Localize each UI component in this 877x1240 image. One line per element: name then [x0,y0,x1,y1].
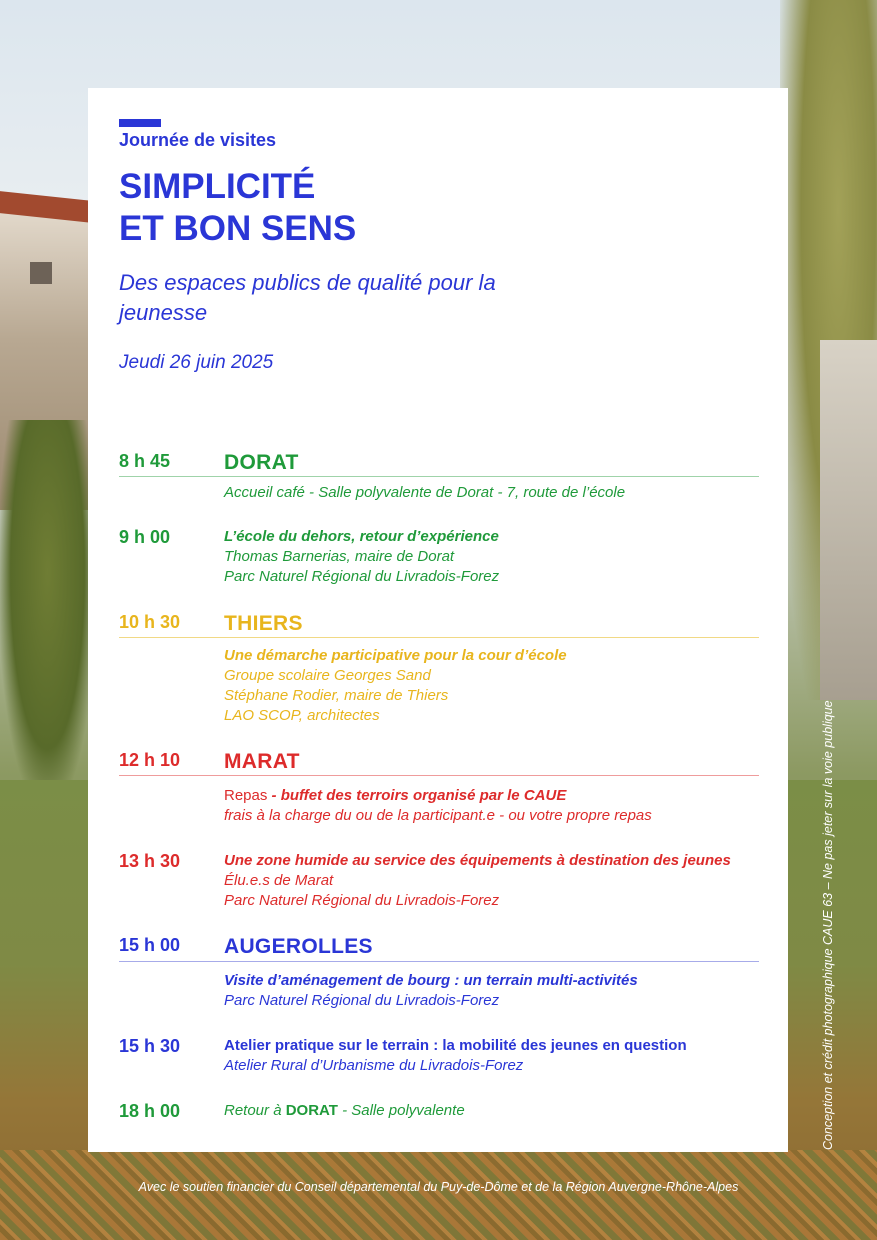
tree-left [0,420,95,800]
detail-line: Parc Naturel Régional du Livradois-Forez [224,568,500,585]
details [224,851,764,911]
event-date: Jeudi 26 juin 2025 [119,352,274,373]
details [224,1101,764,1121]
detail-line: Atelier Rural d’Urbanisme du Livradois-Forez [224,1057,524,1074]
details [224,1036,764,1076]
divider [119,637,759,638]
time: 15 h 00 [119,935,181,955]
detail-line: Parc Naturel Régional du Livradois-Forez [224,892,500,909]
time: 13 h 30 [119,851,181,871]
subtitle: Des espaces publics de qualité pour la jeunesse [119,270,496,325]
detail-line: Parc Naturel Régional du Livradois-Forez [224,992,500,1009]
detail-line: frais à la charge du ou de la participant.e - ou votre propre repas [224,807,652,824]
place: DORAT [224,451,299,474]
funding-footer: Avec le soutien financier du Conseil départemental du Puy-de-Dôme et de la Région Auvergne-Rhône-Alpes [138,1180,739,1194]
details [224,527,764,587]
time: 9 h 00 [119,527,171,547]
detail-line: Groupe scolaire Georges Sand [224,667,431,684]
details [224,971,764,1011]
kicker: Journée de visites [119,130,277,150]
detail-line: Élu.e.s de Marat [224,872,334,889]
session-title: Atelier pratique sur le terrain : la mobilité des jeunes en question [224,1037,687,1054]
time: 10 h 30 [119,612,181,632]
detail-line: Thomas Barnerias, maire de Dorat [224,548,455,565]
time: 18 h 00 [119,1101,181,1121]
time: 12 h 10 [119,750,181,770]
title-line-1: SIMPLICITÉ [119,167,316,206]
fallen-leaves [0,1150,877,1240]
detail-line: Stéphane Rodier, maire de Thiers [224,687,449,704]
details [224,483,764,503]
divider [119,476,759,477]
detail-line: Accueil café - Salle polyvalente de Dorat - 7, route de l’école [224,484,626,501]
divider [119,961,759,962]
place: THIERS [224,612,303,635]
place: MARAT [224,750,300,773]
detail-lead: Repas [224,787,268,804]
credit-note: Conception et crédit photographique CAUE 63 – Ne pas jeter sur la voie publique [821,700,835,1150]
session-title: Une démarche participative pour la cour d’école [224,647,567,664]
page-title [119,166,356,250]
time: 15 h 30 [119,1036,181,1056]
detail-post: - Salle polyvalente [337,1102,465,1119]
details [224,646,764,726]
place: DORAT [285,1102,338,1119]
session-title: - buffet des terroirs organisé par le CAUE [267,787,567,804]
session-title: L’école du dehors, retour d’expérience [224,528,499,545]
session-title: Une zone humide au service des équipements à destination des jeunes [224,852,731,869]
window [30,262,52,284]
accent-bar [119,119,161,127]
detail-line: LAO SCOP, architectes [224,707,380,724]
place: AUGEROLLES [224,935,373,958]
details [224,786,764,826]
divider [119,775,759,776]
title-line-2: ET BON SENS [119,209,357,248]
time: 8 h 45 [119,451,171,471]
detail-pre: Retour à [224,1102,286,1119]
session-title: Visite d’aménagement de bourg : un terrain multi-activités [224,972,638,989]
